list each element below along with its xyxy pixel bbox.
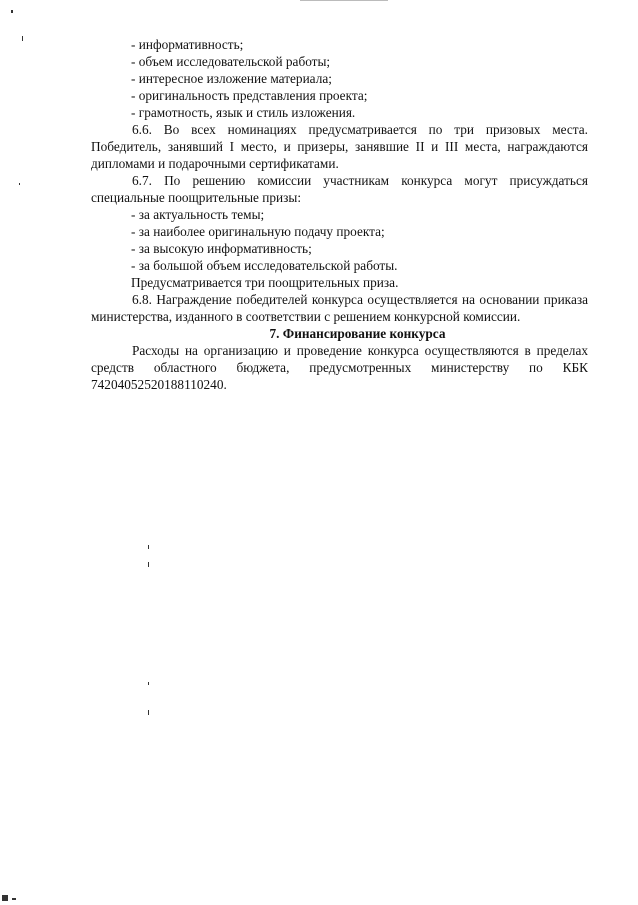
criteria-list xyxy=(91,36,588,121)
scan-speck xyxy=(2,895,8,901)
paragraph-6-7: 6.7. По решению комиссии участникам конкурса могут присуждаться специальные поощрительные призы: xyxy=(91,173,588,205)
paragraph-7: Расходы на организацию и проведение конкурса осуществляются в пределах средств областного бюджета, предусмотренных министерству по КБК 74204052520188110240. xyxy=(91,343,588,392)
scan-speck xyxy=(22,36,23,41)
scan-speck xyxy=(11,10,13,13)
list-item: - за большой объем исследовательской работы. xyxy=(131,258,398,273)
section-heading: 7. Финансирование конкурса xyxy=(269,326,446,341)
list-item: - за наиболее оригинальную подачу проекта; xyxy=(131,224,385,239)
list-item: - за высокую информативность; xyxy=(131,241,312,256)
prizes-list xyxy=(91,206,588,274)
scan-speck xyxy=(19,183,20,185)
list-item: - за актуальность темы; xyxy=(131,207,265,222)
scan-speck xyxy=(148,682,149,685)
list-item: - объем исследовательской работы; xyxy=(131,54,331,69)
list-item: - информативность; xyxy=(131,37,244,52)
list-item: - оригинальность представления проекта; xyxy=(131,88,368,103)
paragraph-6-8: 6.8. Награждение победителей конкурса осуществляется на основании приказа министерства, изданного в соответствии с решением конкурсной комиссии. xyxy=(91,292,588,324)
list-item: - грамотность, язык и стиль изложения. xyxy=(131,105,356,120)
scan-speck xyxy=(12,898,16,900)
list-item: - интересное изложение материала; xyxy=(131,71,332,86)
scan-speck xyxy=(148,562,149,567)
prizes-count-text: Предусматривается три поощрительных приза. xyxy=(131,275,399,290)
scan-edge-line xyxy=(300,0,388,1)
scan-speck xyxy=(148,710,149,715)
scan-speck xyxy=(148,545,149,549)
document-body xyxy=(91,36,588,393)
paragraph-6-6: 6.6. Во всех номинациях предусматривается по три призовых места. Победитель, занявший I место, и призеры, занявшие II и III места, награждаются дипломами и подарочными сертификатами. xyxy=(91,122,588,171)
